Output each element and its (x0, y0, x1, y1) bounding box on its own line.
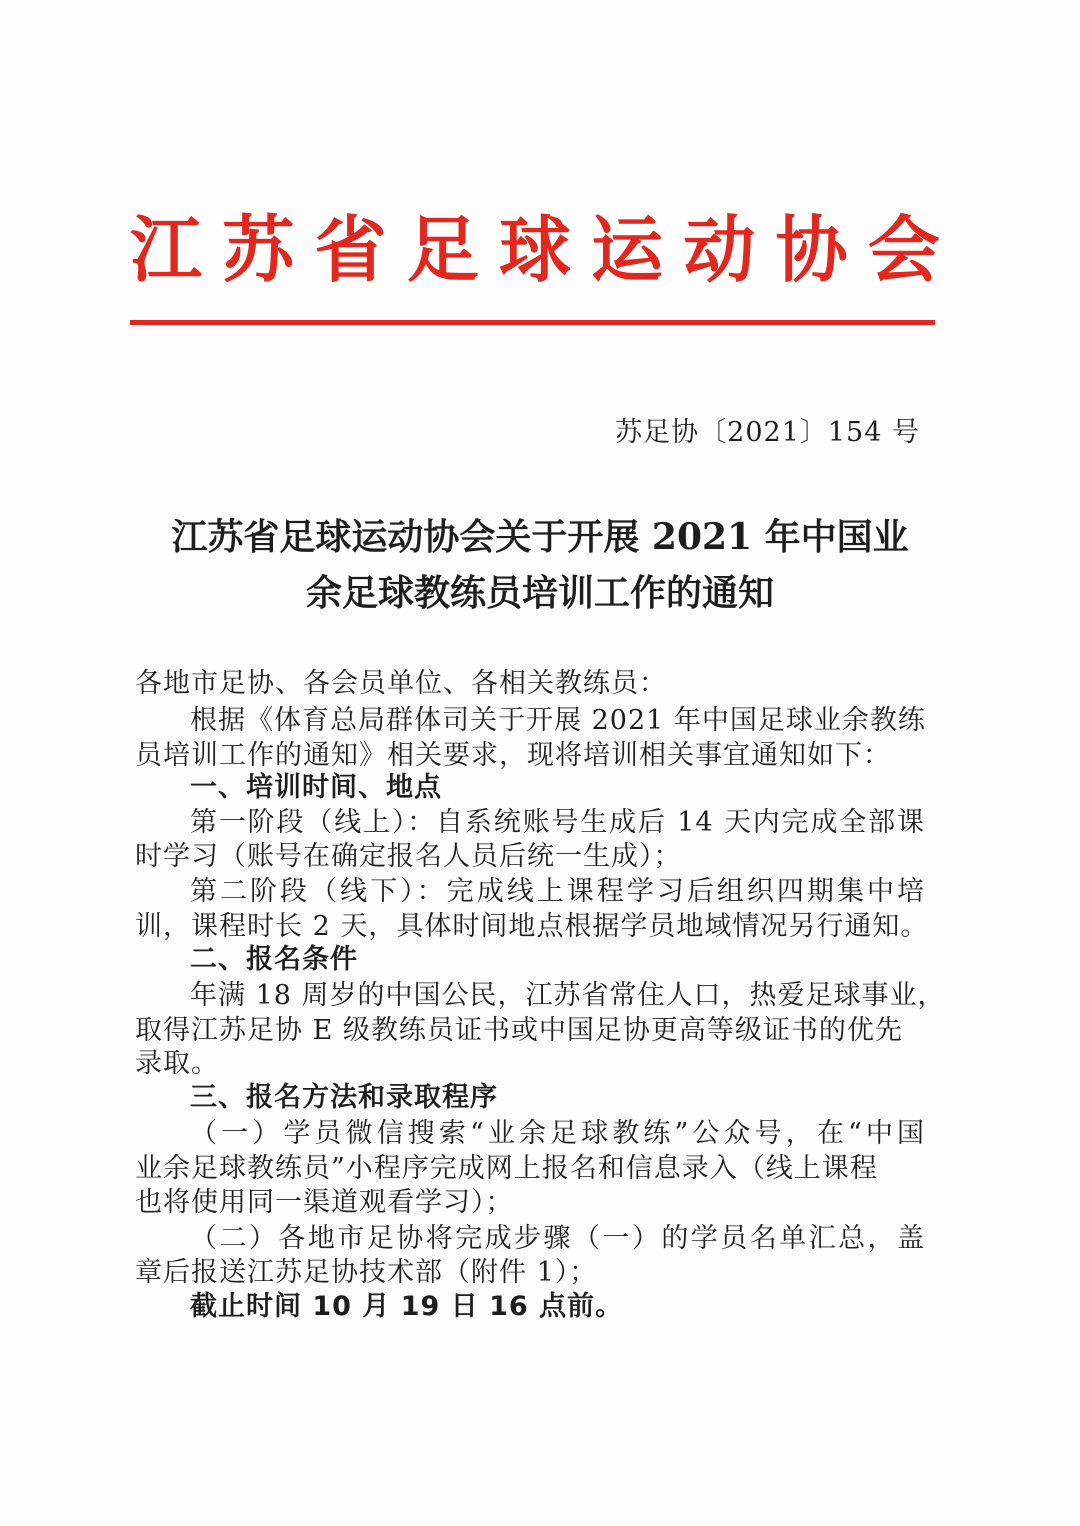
section-2-heading: 二、报名条件 (190, 944, 358, 975)
section-3-paragraph-1-line-1: （一）学员微信搜索“业余足球教练”公众号，在“中国 (190, 1118, 925, 1149)
section-1-heading: 一、培训时间、地点 (190, 772, 442, 803)
letterhead-char: 苏 (222, 207, 295, 292)
intro-line-1: 根据《体育总局群体司关于开展 2021 年中国足球业余教练 (190, 705, 926, 736)
section-3-paragraph-1-line-2: 业余足球教练员”小程序完成网上报名和信息录入（线上课程 (135, 1153, 878, 1184)
letterhead-char: 球 (498, 207, 571, 292)
letterhead-char: 江 (130, 207, 203, 292)
document-title-line-1: 江苏省足球运动协会关于开展 2021 年中国业 (171, 516, 909, 558)
section-3-paragraph-2-line-1: （二）各地市足协将完成步骤（一）的学员名单汇总，盖 (190, 1223, 925, 1254)
letterhead-char: 足 (406, 207, 479, 292)
section-1-paragraph-2-line-1: 第二阶段（线下）：完成线上课程学习后组织四期集中培 (190, 876, 925, 907)
intro-line-2: 员培训工作的通知》相关要求，现将培训相关事宜通知如下： (135, 740, 891, 771)
section-2-line-1: 年满 18 周岁的中国公民，江苏省常住人口，热爱足球事业， (190, 980, 946, 1011)
salutation: 各地市足协、各会员单位、各相关教练员： (135, 668, 667, 699)
deadline: 截止时间 10 月 19 日 16 点前。 (190, 1291, 624, 1322)
letterhead-char: 运 (591, 207, 664, 292)
section-1-paragraph-2-line-2: 训，课程时长 2 天，具体时间地点根据学员地域情况另行通知。 (135, 911, 929, 942)
letterhead-char: 会 (867, 207, 940, 292)
section-3-heading: 三、报名方法和录取程序 (190, 1082, 498, 1113)
section-3-paragraph-2-line-2: 章后报送江苏足协技术部（附件 1）； (135, 1257, 598, 1288)
section-1-paragraph-1-line-2: 时学习（账号在确定报名人员后统一生成）； (135, 841, 682, 872)
section-1-paragraph-1-line-1: 第一阶段（线上）：自系统账号生成后 14 天内完成全部课 (190, 807, 925, 838)
document-number: 苏足协〔2021〕154 号 (615, 417, 920, 448)
section-2-line-2: 取得江苏足协 E 级教练员证书或中国足协更高等级证书的优先 (135, 1015, 903, 1046)
letterhead-char: 动 (683, 207, 756, 292)
letterhead-org-name (130, 200, 940, 300)
letterhead-char: 省 (314, 207, 387, 292)
document-title-line-2: 余足球教练员培训工作的通知 (305, 572, 774, 614)
section-2-line-3: 录取。 (135, 1048, 219, 1079)
letterhead-char: 协 (775, 207, 848, 292)
section-3-paragraph-1-line-3: 也将使用同一渠道观看学习）； (135, 1187, 514, 1218)
letterhead-red-rule (130, 320, 935, 325)
